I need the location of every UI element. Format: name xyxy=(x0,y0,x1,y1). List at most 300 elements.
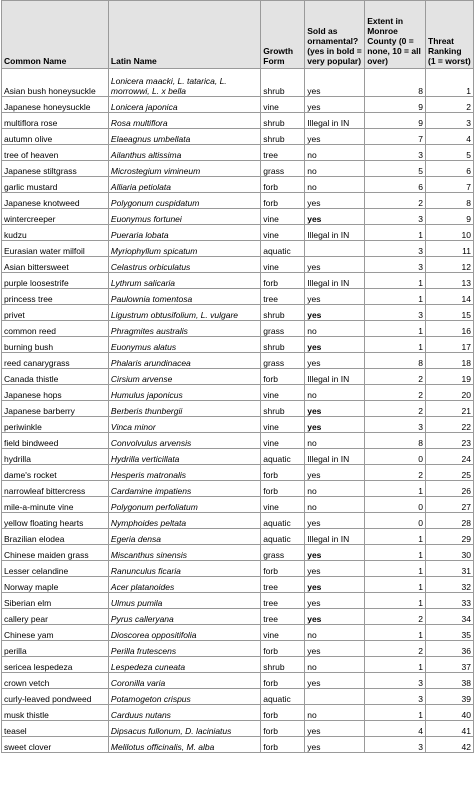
table-row xyxy=(2,241,474,257)
threat-ranking-cell: 32 xyxy=(426,577,474,593)
table-row xyxy=(2,369,474,385)
latin-name-cell: Nymphoides peltata xyxy=(108,513,260,529)
threat-ranking-cell: 31 xyxy=(426,561,474,577)
table-row xyxy=(2,177,474,193)
threat-ranking-cell: 11 xyxy=(426,241,474,257)
sold-cell: yes xyxy=(305,577,365,593)
header-common-name: Common Name xyxy=(2,1,109,69)
extent-cell: 2 xyxy=(365,641,426,657)
common-name-cell: privet xyxy=(2,305,109,321)
table-header xyxy=(2,1,474,69)
header-threat-ranking: Threat Ranking (1 = worst) xyxy=(426,1,474,69)
latin-name-cell: Polygonum cuspidatum xyxy=(108,193,260,209)
sold-cell: Illegal in IN xyxy=(305,273,365,289)
extent-cell: 3 xyxy=(365,145,426,161)
common-name-cell: Japanese stiltgrass xyxy=(2,161,109,177)
common-name-cell: narrowleaf bittercress xyxy=(2,481,109,497)
header-row xyxy=(2,1,474,69)
common-name-cell: garlic mustard xyxy=(2,177,109,193)
sold-cell: no xyxy=(305,497,365,513)
extent-cell: 3 xyxy=(365,209,426,225)
extent-cell: 0 xyxy=(365,513,426,529)
growth-form-cell: tree xyxy=(261,577,305,593)
growth-form-cell: shrub xyxy=(261,69,305,97)
table-row xyxy=(2,545,474,561)
threat-ranking-cell: 4 xyxy=(426,129,474,145)
threat-ranking-cell: 5 xyxy=(426,145,474,161)
latin-name-cell: Ulmus pumila xyxy=(108,593,260,609)
threat-ranking-cell: 34 xyxy=(426,609,474,625)
threat-ranking-cell: 14 xyxy=(426,289,474,305)
threat-ranking-cell: 19 xyxy=(426,369,474,385)
common-name-cell: curly-leaved pondweed xyxy=(2,689,109,705)
threat-ranking-cell: 17 xyxy=(426,337,474,353)
extent-cell: 6 xyxy=(365,177,426,193)
latin-name-cell: Dipsacus fullonum, D. laciniatus xyxy=(108,721,260,737)
invasive-species-table xyxy=(1,0,474,753)
table-row xyxy=(2,225,474,241)
table-row xyxy=(2,401,474,417)
extent-cell: 2 xyxy=(365,385,426,401)
extent-cell: 3 xyxy=(365,737,426,753)
extent-cell: 1 xyxy=(365,273,426,289)
growth-form-cell: tree xyxy=(261,289,305,305)
sold-cell: yes xyxy=(305,737,365,753)
common-name-cell: Japanese hops xyxy=(2,385,109,401)
common-name-cell: hydrilla xyxy=(2,449,109,465)
common-name-cell: Japanese honeysuckle xyxy=(2,97,109,113)
latin-name-cell: Lythrum salicaria xyxy=(108,273,260,289)
threat-ranking-cell: 13 xyxy=(426,273,474,289)
extent-cell: 3 xyxy=(365,673,426,689)
growth-form-cell: shrub xyxy=(261,401,305,417)
common-name-cell: sericea lespedeza xyxy=(2,657,109,673)
table-row xyxy=(2,465,474,481)
extent-cell: 1 xyxy=(365,289,426,305)
common-name-cell: Chinese maiden grass xyxy=(2,545,109,561)
sold-cell: no xyxy=(305,321,365,337)
latin-name-cell: Myriophyllum spicatum xyxy=(108,241,260,257)
extent-cell: 0 xyxy=(365,497,426,513)
latin-name-cell: Alliaria petiolata xyxy=(108,177,260,193)
latin-name-cell: Rosa multiflora xyxy=(108,113,260,129)
common-name-cell: purple loosestrife xyxy=(2,273,109,289)
extent-cell: 1 xyxy=(365,337,426,353)
threat-ranking-cell: 2 xyxy=(426,97,474,113)
table-row xyxy=(2,593,474,609)
latin-name-cell: Coronilla varia xyxy=(108,673,260,689)
sold-cell: Illegal in IN xyxy=(305,529,365,545)
extent-cell: 8 xyxy=(365,353,426,369)
threat-ranking-cell: 36 xyxy=(426,641,474,657)
sold-cell: Illegal in IN xyxy=(305,449,365,465)
extent-cell: 1 xyxy=(365,657,426,673)
threat-ranking-cell: 38 xyxy=(426,673,474,689)
table-row xyxy=(2,529,474,545)
latin-name-cell: Ligustrum obtusifolium, L. vulgare xyxy=(108,305,260,321)
latin-name-cell: Polygonum perfoliatum xyxy=(108,497,260,513)
table-row xyxy=(2,305,474,321)
growth-form-cell: forb xyxy=(261,721,305,737)
table-row xyxy=(2,289,474,305)
sold-cell: no xyxy=(305,177,365,193)
threat-ranking-cell: 30 xyxy=(426,545,474,561)
latin-name-cell: Hesperis matronalis xyxy=(108,465,260,481)
extent-cell: 1 xyxy=(365,705,426,721)
table-row xyxy=(2,69,474,97)
threat-ranking-cell: 20 xyxy=(426,385,474,401)
threat-ranking-cell: 41 xyxy=(426,721,474,737)
extent-cell: 8 xyxy=(365,69,426,97)
common-name-cell: Eurasian water milfoil xyxy=(2,241,109,257)
sold-cell: yes xyxy=(305,193,365,209)
latin-name-cell: Pyrus calleryana xyxy=(108,609,260,625)
common-name-cell: Norway maple xyxy=(2,577,109,593)
latin-name-cell: Ailanthus altissima xyxy=(108,145,260,161)
extent-cell: 7 xyxy=(365,129,426,145)
header-growth-form: Growth Form xyxy=(261,1,305,69)
extent-cell: 8 xyxy=(365,433,426,449)
growth-form-cell: vine xyxy=(261,417,305,433)
threat-ranking-cell: 40 xyxy=(426,705,474,721)
table-row xyxy=(2,737,474,753)
threat-ranking-cell: 28 xyxy=(426,513,474,529)
latin-name-cell: Pueraria lobata xyxy=(108,225,260,241)
sold-cell: no xyxy=(305,433,365,449)
common-name-cell: mile-a-minute vine xyxy=(2,497,109,513)
extent-cell: 1 xyxy=(365,529,426,545)
growth-form-cell: vine xyxy=(261,225,305,241)
latin-name-cell: Melilotus officinalis, M. alba xyxy=(108,737,260,753)
threat-ranking-cell: 42 xyxy=(426,737,474,753)
extent-cell: 2 xyxy=(365,369,426,385)
sold-cell: yes xyxy=(305,129,365,145)
threat-ranking-cell: 33 xyxy=(426,593,474,609)
sold-cell: no xyxy=(305,161,365,177)
sold-cell: Illegal in IN xyxy=(305,225,365,241)
sold-cell: yes xyxy=(305,305,365,321)
common-name-cell: Chinese yam xyxy=(2,625,109,641)
latin-name-cell: Celastrus orbiculatus xyxy=(108,257,260,273)
sold-cell: yes xyxy=(305,69,365,97)
table-row xyxy=(2,449,474,465)
latin-name-cell: Euonymus alatus xyxy=(108,337,260,353)
growth-form-cell: aquatic xyxy=(261,513,305,529)
threat-ranking-cell: 12 xyxy=(426,257,474,273)
growth-form-cell: shrub xyxy=(261,337,305,353)
table-row xyxy=(2,689,474,705)
common-name-cell: field bindweed xyxy=(2,433,109,449)
growth-form-cell: aquatic xyxy=(261,689,305,705)
sold-cell: no xyxy=(305,481,365,497)
extent-cell: 3 xyxy=(365,305,426,321)
latin-name-cell: Phalaris arundinacea xyxy=(108,353,260,369)
threat-ranking-cell: 6 xyxy=(426,161,474,177)
common-name-cell: dame's rocket xyxy=(2,465,109,481)
latin-name-cell: Miscanthus sinensis xyxy=(108,545,260,561)
sold-cell: no xyxy=(305,145,365,161)
table-row xyxy=(2,721,474,737)
threat-ranking-cell: 25 xyxy=(426,465,474,481)
extent-cell: 0 xyxy=(365,449,426,465)
sold-cell: no xyxy=(305,705,365,721)
table-row xyxy=(2,97,474,113)
common-name-cell: teasel xyxy=(2,721,109,737)
growth-form-cell: vine xyxy=(261,433,305,449)
growth-form-cell: shrub xyxy=(261,113,305,129)
extent-cell: 1 xyxy=(365,561,426,577)
extent-cell: 1 xyxy=(365,225,426,241)
sold-cell: yes xyxy=(305,417,365,433)
threat-ranking-cell: 24 xyxy=(426,449,474,465)
table-row xyxy=(2,417,474,433)
table-row xyxy=(2,273,474,289)
extent-cell: 1 xyxy=(365,321,426,337)
latin-name-cell: Dioscorea oppositifolia xyxy=(108,625,260,641)
latin-name-cell: Lespedeza cuneata xyxy=(108,657,260,673)
sold-cell xyxy=(305,689,365,705)
table-row xyxy=(2,513,474,529)
growth-form-cell: forb xyxy=(261,481,305,497)
growth-form-cell: vine xyxy=(261,385,305,401)
threat-ranking-cell: 10 xyxy=(426,225,474,241)
common-name-cell: Japanese knotweed xyxy=(2,193,109,209)
threat-ranking-cell: 35 xyxy=(426,625,474,641)
threat-ranking-cell: 37 xyxy=(426,657,474,673)
growth-form-cell: grass xyxy=(261,161,305,177)
latin-name-cell: Ranunculus ficaria xyxy=(108,561,260,577)
table-row xyxy=(2,257,474,273)
latin-name-cell: Perilla frutescens xyxy=(108,641,260,657)
extent-cell: 3 xyxy=(365,257,426,273)
threat-ranking-cell: 18 xyxy=(426,353,474,369)
growth-form-cell: tree xyxy=(261,609,305,625)
common-name-cell: yellow floating hearts xyxy=(2,513,109,529)
sold-cell: Illegal in IN xyxy=(305,369,365,385)
latin-name-cell: Euonymus fortunei xyxy=(108,209,260,225)
common-name-cell: burning bush xyxy=(2,337,109,353)
table-row xyxy=(2,657,474,673)
threat-ranking-cell: 39 xyxy=(426,689,474,705)
sold-cell: yes xyxy=(305,545,365,561)
growth-form-cell: grass xyxy=(261,545,305,561)
threat-ranking-cell: 9 xyxy=(426,209,474,225)
growth-form-cell: forb xyxy=(261,177,305,193)
sold-cell: no xyxy=(305,385,365,401)
common-name-cell: tree of heaven xyxy=(2,145,109,161)
table-row xyxy=(2,321,474,337)
growth-form-cell: vine xyxy=(261,257,305,273)
sold-cell: no xyxy=(305,657,365,673)
table-row xyxy=(2,337,474,353)
threat-ranking-cell: 1 xyxy=(426,69,474,97)
growth-form-cell: vine xyxy=(261,497,305,513)
table-row xyxy=(2,481,474,497)
growth-form-cell: forb xyxy=(261,561,305,577)
sold-cell: no xyxy=(305,625,365,641)
latin-name-cell: Humulus japonicus xyxy=(108,385,260,401)
growth-form-cell: forb xyxy=(261,673,305,689)
sold-cell: yes xyxy=(305,641,365,657)
extent-cell: 9 xyxy=(365,113,426,129)
common-name-cell: Japanese barberry xyxy=(2,401,109,417)
threat-ranking-cell: 22 xyxy=(426,417,474,433)
latin-name-cell: Carduus nutans xyxy=(108,705,260,721)
extent-cell: 1 xyxy=(365,545,426,561)
latin-name-cell: Hydrilla verticillata xyxy=(108,449,260,465)
threat-ranking-cell: 21 xyxy=(426,401,474,417)
extent-cell: 2 xyxy=(365,465,426,481)
extent-cell: 3 xyxy=(365,689,426,705)
threat-ranking-cell: 29 xyxy=(426,529,474,545)
extent-cell: 4 xyxy=(365,721,426,737)
common-name-cell: kudzu xyxy=(2,225,109,241)
sold-cell: yes xyxy=(305,289,365,305)
growth-form-cell: tree xyxy=(261,593,305,609)
growth-form-cell: forb xyxy=(261,465,305,481)
common-name-cell: periwinkle xyxy=(2,417,109,433)
common-name-cell: musk thistle xyxy=(2,705,109,721)
table-row xyxy=(2,193,474,209)
threat-ranking-cell: 15 xyxy=(426,305,474,321)
growth-form-cell: forb xyxy=(261,369,305,385)
table-row xyxy=(2,625,474,641)
threat-ranking-cell: 8 xyxy=(426,193,474,209)
common-name-cell: common reed xyxy=(2,321,109,337)
table-row xyxy=(2,385,474,401)
common-name-cell: wintercreeper xyxy=(2,209,109,225)
growth-form-cell: grass xyxy=(261,353,305,369)
table-row xyxy=(2,561,474,577)
sold-cell: yes xyxy=(305,353,365,369)
growth-form-cell: shrub xyxy=(261,129,305,145)
threat-ranking-cell: 27 xyxy=(426,497,474,513)
latin-name-cell: Cardamine impatiens xyxy=(108,481,260,497)
latin-name-cell: Potamogeton crispus xyxy=(108,689,260,705)
latin-name-cell: Lonicera maacki, L. tatarica, L. morrowwi, L. x bella xyxy=(108,69,260,97)
sold-cell: yes xyxy=(305,561,365,577)
sold-cell: yes xyxy=(305,593,365,609)
growth-form-cell: forb xyxy=(261,273,305,289)
sold-cell: yes xyxy=(305,97,365,113)
table-row xyxy=(2,145,474,161)
table-body xyxy=(2,69,474,753)
threat-ranking-cell: 23 xyxy=(426,433,474,449)
latin-name-cell: Paulownia tomentosa xyxy=(108,289,260,305)
header-latin-name: Latin Name xyxy=(108,1,260,69)
growth-form-cell: vine xyxy=(261,625,305,641)
table-row xyxy=(2,705,474,721)
sold-cell: yes xyxy=(305,257,365,273)
common-name-cell: autumn olive xyxy=(2,129,109,145)
extent-cell: 2 xyxy=(365,609,426,625)
table-row xyxy=(2,577,474,593)
growth-form-cell: tree xyxy=(261,145,305,161)
common-name-cell: princess tree xyxy=(2,289,109,305)
extent-cell: 1 xyxy=(365,625,426,641)
sold-cell: Illegal in IN xyxy=(305,113,365,129)
table-row xyxy=(2,129,474,145)
growth-form-cell: shrub xyxy=(261,657,305,673)
threat-ranking-cell: 26 xyxy=(426,481,474,497)
growth-form-cell: forb xyxy=(261,737,305,753)
common-name-cell: sweet clover xyxy=(2,737,109,753)
extent-cell: 1 xyxy=(365,577,426,593)
latin-name-cell: Egeria densa xyxy=(108,529,260,545)
common-name-cell: multiflora rose xyxy=(2,113,109,129)
latin-name-cell: Cirsium arvense xyxy=(108,369,260,385)
extent-cell: 2 xyxy=(365,193,426,209)
sold-cell xyxy=(305,241,365,257)
extent-cell: 1 xyxy=(365,593,426,609)
common-name-cell: crown vetch xyxy=(2,673,109,689)
extent-cell: 3 xyxy=(365,417,426,433)
sold-cell: yes xyxy=(305,401,365,417)
common-name-cell: Asian bush honeysuckle xyxy=(2,69,109,97)
sold-cell: yes xyxy=(305,721,365,737)
sold-cell: yes xyxy=(305,673,365,689)
latin-name-cell: Phragmites australis xyxy=(108,321,260,337)
threat-ranking-cell: 3 xyxy=(426,113,474,129)
extent-cell: 3 xyxy=(365,241,426,257)
common-name-cell: reed canarygrass xyxy=(2,353,109,369)
sold-cell: yes xyxy=(305,513,365,529)
extent-cell: 2 xyxy=(365,401,426,417)
latin-name-cell: Lonicera japonica xyxy=(108,97,260,113)
latin-name-cell: Elaeagnus umbellata xyxy=(108,129,260,145)
table-row xyxy=(2,209,474,225)
growth-form-cell: aquatic xyxy=(261,529,305,545)
growth-form-cell: aquatic xyxy=(261,449,305,465)
table-row xyxy=(2,161,474,177)
growth-form-cell: vine xyxy=(261,209,305,225)
extent-cell: 5 xyxy=(365,161,426,177)
latin-name-cell: Acer platanoides xyxy=(108,577,260,593)
latin-name-cell: Vinca minor xyxy=(108,417,260,433)
table-row xyxy=(2,641,474,657)
common-name-cell: Canada thistle xyxy=(2,369,109,385)
threat-ranking-cell: 16 xyxy=(426,321,474,337)
table-row xyxy=(2,609,474,625)
threat-ranking-cell: 7 xyxy=(426,177,474,193)
common-name-cell: Lesser celandine xyxy=(2,561,109,577)
latin-name-cell: Microstegium vimineum xyxy=(108,161,260,177)
header-extent: Extent in Monroe County (0 = none, 10 = all over) xyxy=(365,1,426,69)
table-row xyxy=(2,497,474,513)
table-row xyxy=(2,113,474,129)
table-row xyxy=(2,353,474,369)
growth-form-cell: forb xyxy=(261,193,305,209)
extent-cell: 1 xyxy=(365,481,426,497)
sold-cell: yes xyxy=(305,609,365,625)
latin-name-cell: Convolvulus arvensis xyxy=(108,433,260,449)
table-row xyxy=(2,673,474,689)
growth-form-cell: aquatic xyxy=(261,241,305,257)
common-name-cell: callery pear xyxy=(2,609,109,625)
growth-form-cell: grass xyxy=(261,321,305,337)
common-name-cell: Brazilian elodea xyxy=(2,529,109,545)
growth-form-cell: vine xyxy=(261,97,305,113)
growth-form-cell: shrub xyxy=(261,305,305,321)
sold-cell: yes xyxy=(305,337,365,353)
common-name-cell: Siberian elm xyxy=(2,593,109,609)
header-sold-as-ornamental: Sold as ornamental? (yes in bold = very popular) xyxy=(305,1,365,69)
extent-cell: 9 xyxy=(365,97,426,113)
growth-form-cell: forb xyxy=(261,705,305,721)
common-name-cell: perilla xyxy=(2,641,109,657)
common-name-cell: Asian bittersweet xyxy=(2,257,109,273)
sold-cell: yes xyxy=(305,209,365,225)
